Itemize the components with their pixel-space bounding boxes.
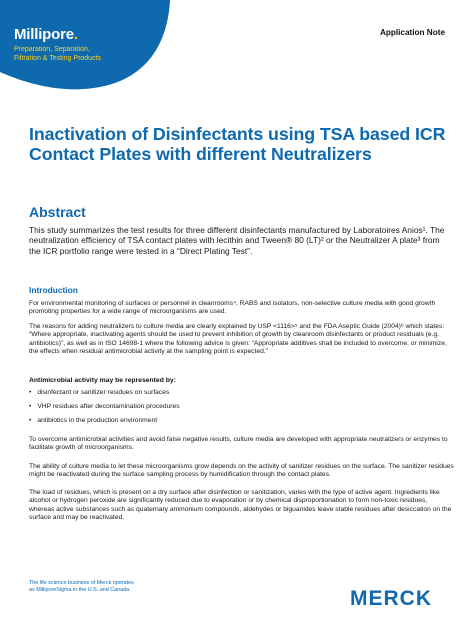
introduction-heading: Introduction	[29, 285, 78, 295]
abstract-text: This study summarizes the test results for three different disinfectants manufactured by Laboratoires Anios¹. The neutralization efficiency of TSA contact plates with lecithin and Tween® 80 (LT)² or the Neutralizer A plate³ from the ICR portfolio range were tested in a “Direct Plating Test”.	[29, 225, 445, 256]
footer-text: The life science business of Merck operates as MilliporeSigma in the U.S. and Canada.	[29, 580, 134, 593]
introduction-paragraph-1: For environmental monitoring of surfaces or personnel in cleanrooms⁴, RABS and isolators, non-selective culture media with good growth promoting properties for a wide range of microorganisms are used.	[29, 300, 436, 316]
antimicrobial-list	[29, 389, 180, 431]
millipore-logo	[14, 26, 101, 63]
list-item: • antibiotics in the production environment	[29, 417, 180, 431]
list-item: • disinfectant or sanitizer residues on surfaces	[29, 389, 180, 403]
merck-logo	[350, 586, 446, 608]
brand-tagline: Preparation, Separation, Filtration & Testing Products	[14, 46, 102, 62]
list-item: • VHP residues after decontamination procedures	[29, 403, 180, 417]
introduction-paragraph-2: The reasons for adding neutralizers to culture media are clearly explained by USP <1116>⁵ and the FDA Aseptic Guide (2004)⁶ which states: “Where appropriate, inactivating agents should be used to prevent inhibition of growth by cleanroom disinfectants or product residuals (e.g. antibiotics)”, as well as in ISO 14698-1 where the following advice is given: “Appropriate additives shall be included to overcome, or minimize, the effects when residual antimicrobial activity at the sampling point is expected.”	[29, 323, 447, 355]
body-paragraph-5: The load of residues, which is present on a dry surface after disinfection or sanitization, varies with the type of active agent. Ingredients like alcohol or hydrogen peroxide are significantly reduced due to evaporation or by chemical disproportionation to form non-toxic residues, whereas active substances such as quaternary ammonium compounds, aldehydes or biguanides leave stable residues after desiccation on the surface and may be reactivated.	[29, 489, 452, 521]
body-paragraph-3: To overcome antimicrobial activities and avoid false negative results, culture media are developed with appropriate neutralizers or enzymes to facilitate growth of microorganisms.	[29, 436, 448, 452]
svg-text:MERCK: MERCK	[350, 587, 432, 608]
brand-name: Millipore.	[14, 26, 78, 43]
body-paragraph-4: The ability of culture media to let these microorganisms grow depends on the activity of sanitizer residues on the surface. The sanitizer residues might be reactivated during the surface sampling process by humidification through the contact plates.	[29, 463, 454, 479]
abstract-heading: Abstract	[29, 204, 86, 220]
document-title: Inactivation of Disinfectants using TSA based ICR Contact Plates with different Neutralizers	[29, 124, 446, 164]
document-type-label: Application Note	[379, 28, 445, 37]
antimicrobial-heading: Antimicrobial activity may be represented by:	[29, 377, 176, 384]
